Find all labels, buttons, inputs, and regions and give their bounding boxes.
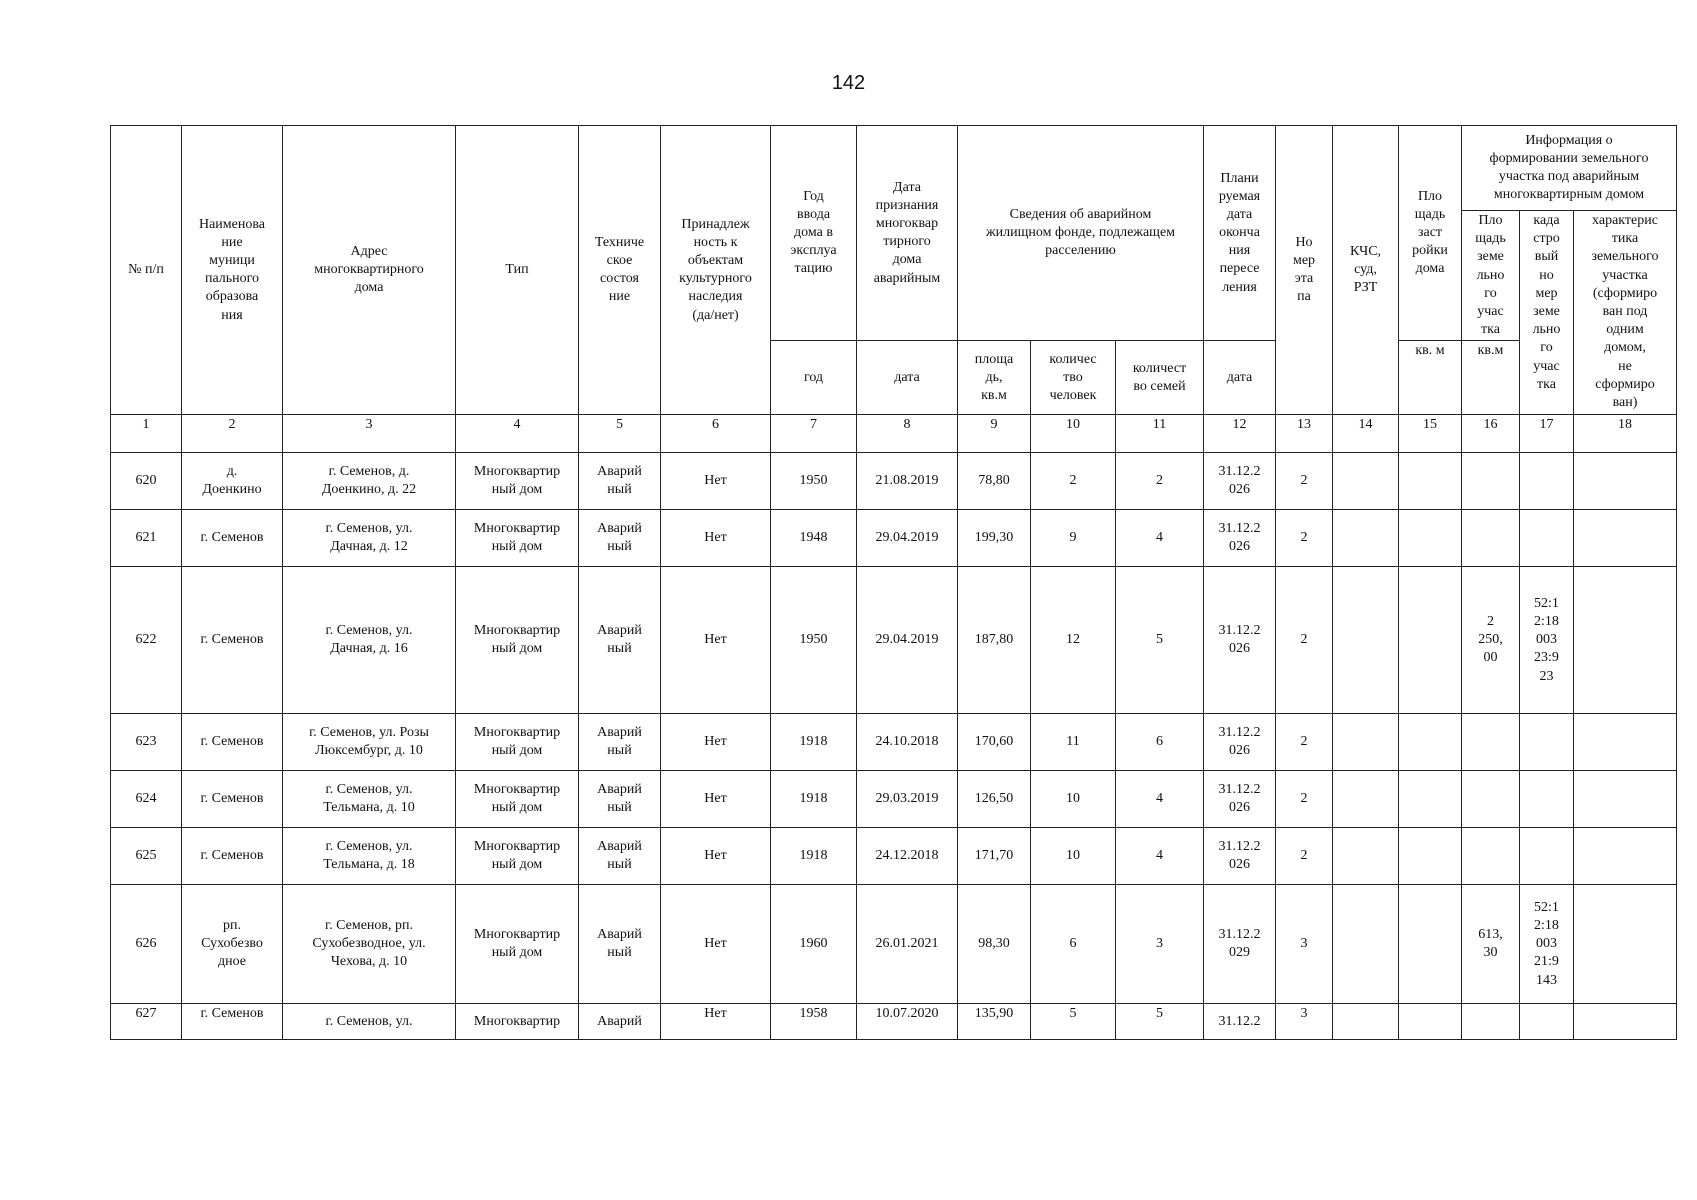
cell-kchs [1333, 885, 1399, 1004]
cell-people: 12 [1031, 567, 1116, 714]
cell-address: г. Семенов, д. Доенкино, д. 22 [283, 453, 456, 510]
cell-state: Аварий ный [579, 771, 661, 828]
cell-area: 135,90 [958, 1004, 1031, 1040]
cell-land-char [1574, 567, 1677, 714]
cell-planned-date: 31.12.2 026 [1204, 714, 1276, 771]
cell-stage: 3 [1276, 1004, 1333, 1040]
cell-state: Аварий ный [579, 714, 661, 771]
cell-type: Многоквартир [456, 1004, 579, 1040]
cell-land-char [1574, 714, 1677, 771]
column-number: 4 [456, 415, 579, 453]
cell-building-area [1399, 1004, 1462, 1040]
header-heritage: Принадлеж ность к объектам культурного наследия (да/нет) [661, 126, 771, 415]
cell-land-area [1462, 828, 1520, 885]
cell-address: г. Семенов, рп. Сухобезводное, ул. Чехова, д. 10 [283, 885, 456, 1004]
cell-municipality: г. Семенов [182, 1004, 283, 1040]
column-number: 2 [182, 415, 283, 453]
cell-stage: 2 [1276, 828, 1333, 885]
cell-date: 24.12.2018 [857, 828, 958, 885]
cell-heritage: Нет [661, 885, 771, 1004]
cell-state: Аварий ный [579, 510, 661, 567]
cell-stage: 2 [1276, 714, 1333, 771]
cell-cadastral [1520, 1004, 1574, 1040]
cell-type: Многоквартир ный дом [456, 885, 579, 1004]
cell-municipality: г. Семенов [182, 567, 283, 714]
cell-stage: 2 [1276, 453, 1333, 510]
cell-kchs [1333, 453, 1399, 510]
cell-heritage: Нет [661, 714, 771, 771]
cell-land-area: 2 250, 00 [1462, 567, 1520, 714]
table-row [111, 1004, 1677, 1040]
cell-planned-date: 31.12.2 [1204, 1004, 1276, 1040]
column-number: 3 [283, 415, 456, 453]
column-number: 10 [1031, 415, 1116, 453]
cell-date: 10.07.2020 [857, 1004, 958, 1040]
cell-area: 187,80 [958, 567, 1031, 714]
cell-building-area [1399, 567, 1462, 714]
cell-land-char [1574, 453, 1677, 510]
cell-state: Аварий [579, 1004, 661, 1040]
cell-year: 1918 [771, 714, 857, 771]
table-row [111, 885, 1677, 1004]
cell-land-area: 613, 30 [1462, 885, 1520, 1004]
cell-land-char [1574, 510, 1677, 567]
unit-building-area: кв. м [1399, 341, 1462, 415]
cell-heritage: Нет [661, 510, 771, 567]
column-number: 16 [1462, 415, 1520, 453]
header-planned-date: Плани руемая дата оконча ния пересе ления [1204, 126, 1276, 341]
cell-date: 24.10.2018 [857, 714, 958, 771]
column-number: 13 [1276, 415, 1333, 453]
page-number: 142 [831, 72, 866, 94]
cell-planned-date: 31.12.2 026 [1204, 510, 1276, 567]
cell-building-area [1399, 828, 1462, 885]
cell-type: Многоквартир ный дом [456, 714, 579, 771]
unit-families: количест во семей [1116, 341, 1204, 415]
cell-land-char [1574, 1004, 1677, 1040]
cell-state: Аварий ный [579, 567, 661, 714]
cell-planned-date: 31.12.2 026 [1204, 453, 1276, 510]
header-type: Тип [456, 126, 579, 415]
cell-land-char [1574, 885, 1677, 1004]
column-number: 15 [1399, 415, 1462, 453]
cell-year: 1958 [771, 1004, 857, 1040]
cell-building-area [1399, 885, 1462, 1004]
header-technical-state: Техниче ское состоя ние [579, 126, 661, 415]
cell-planned-date: 31.12.2 029 [1204, 885, 1276, 1004]
cell-land-area [1462, 453, 1520, 510]
cell-kchs [1333, 771, 1399, 828]
table-row [111, 771, 1677, 828]
cell-municipality: рп. Сухобезво дное [182, 885, 283, 1004]
cell-cadastral [1520, 714, 1574, 771]
cell-number: 624 [111, 771, 182, 828]
column-number: 11 [1116, 415, 1204, 453]
cell-building-area [1399, 453, 1462, 510]
cell-year: 1948 [771, 510, 857, 567]
cell-people: 6 [1031, 885, 1116, 1004]
cell-planned-date: 31.12.2 026 [1204, 567, 1276, 714]
cell-heritage: Нет [661, 828, 771, 885]
cell-number: 627 [111, 1004, 182, 1040]
cell-cadastral: 52:1 2:18 003 23:9 23 [1520, 567, 1574, 714]
table-row [111, 714, 1677, 771]
cell-land-area [1462, 1004, 1520, 1040]
cell-cadastral [1520, 453, 1574, 510]
cell-kchs [1333, 1004, 1399, 1040]
header-kchs: КЧС, суд, РЗТ [1333, 126, 1399, 415]
cell-cadastral [1520, 771, 1574, 828]
cell-municipality: г. Семенов [182, 771, 283, 828]
unit-people: количес тво человек [1031, 341, 1116, 415]
cell-stage: 2 [1276, 567, 1333, 714]
cell-families: 6 [1116, 714, 1204, 771]
cell-people: 2 [1031, 453, 1116, 510]
unit-land-area: кв.м [1462, 341, 1520, 415]
cell-stage: 3 [1276, 885, 1333, 1004]
cell-building-area [1399, 510, 1462, 567]
column-number: 8 [857, 415, 958, 453]
cell-heritage: Нет [661, 1004, 771, 1040]
cell-area: 170,60 [958, 714, 1031, 771]
column-number-row [111, 415, 1677, 453]
cell-type: Многоквартир ный дом [456, 771, 579, 828]
cell-number: 623 [111, 714, 182, 771]
unit-planned-date: дата [1204, 341, 1276, 415]
cell-year: 1950 [771, 453, 857, 510]
header-land-char: характерис тика земельного участка (сформиро ван под одним домом, не сформиро ван) [1574, 211, 1677, 415]
cell-people: 11 [1031, 714, 1116, 771]
cell-families: 4 [1116, 510, 1204, 567]
unit-date: дата [857, 341, 958, 415]
cell-type: Многоквартир ный дом [456, 510, 579, 567]
column-number: 9 [958, 415, 1031, 453]
cell-address: г. Семенов, ул. Дачная, д. 12 [283, 510, 456, 567]
cell-building-area [1399, 771, 1462, 828]
cell-number: 622 [111, 567, 182, 714]
cell-land-char [1574, 828, 1677, 885]
cell-type: Многоквартир ный дом [456, 567, 579, 714]
cell-people: 10 [1031, 828, 1116, 885]
cell-municipality: г. Семенов [182, 714, 283, 771]
cell-planned-date: 31.12.2 026 [1204, 771, 1276, 828]
cell-state: Аварий ный [579, 828, 661, 885]
cell-municipality: г. Семенов [182, 828, 283, 885]
cell-planned-date: 31.12.2 026 [1204, 828, 1276, 885]
header-municipality: Наименова ние муници пального образова ния [182, 126, 283, 415]
header-land-area: Пло щадь земе льно го учас тка [1462, 211, 1520, 341]
header-emergency-date: Дата признания многоквар тирного дома аварийным [857, 126, 958, 341]
cell-families: 5 [1116, 1004, 1204, 1040]
unit-year: год [771, 341, 857, 415]
cell-year: 1960 [771, 885, 857, 1004]
cell-families: 4 [1116, 771, 1204, 828]
table-row [111, 567, 1677, 714]
cell-address: г. Семенов, ул. Тельмана, д. 18 [283, 828, 456, 885]
cell-area: 171,70 [958, 828, 1031, 885]
cell-heritage: Нет [661, 453, 771, 510]
cell-families: 3 [1116, 885, 1204, 1004]
cell-area: 98,30 [958, 885, 1031, 1004]
cell-municipality: г. Семенов [182, 510, 283, 567]
cell-number: 626 [111, 885, 182, 1004]
header-cadastral: када стро вый но мер земе льно го учас тка [1520, 211, 1574, 415]
cell-area: 199,30 [958, 510, 1031, 567]
cell-families: 4 [1116, 828, 1204, 885]
cell-type: Многоквартир ный дом [456, 453, 579, 510]
cell-kchs [1333, 714, 1399, 771]
table-row [111, 453, 1677, 510]
cell-state: Аварий ный [579, 453, 661, 510]
cell-number: 621 [111, 510, 182, 567]
cell-land-area [1462, 714, 1520, 771]
cell-address: г. Семенов, ул. Тельмана, д. 10 [283, 771, 456, 828]
cell-land-area [1462, 771, 1520, 828]
cell-cadastral [1520, 510, 1574, 567]
cell-people: 5 [1031, 1004, 1116, 1040]
column-number: 17 [1520, 415, 1574, 453]
column-number: 12 [1204, 415, 1276, 453]
cell-number: 625 [111, 828, 182, 885]
cell-date: 29.04.2019 [857, 510, 958, 567]
unit-area: площа дь, кв.м [958, 341, 1031, 415]
table-row [111, 510, 1677, 567]
header-land-info: Информация о формировании земельного участка под аварийным многоквартирным домом [1462, 126, 1677, 211]
column-number: 7 [771, 415, 857, 453]
cell-building-area [1399, 714, 1462, 771]
cell-year: 1918 [771, 771, 857, 828]
cell-families: 5 [1116, 567, 1204, 714]
cell-kchs [1333, 510, 1399, 567]
cell-type: Многоквартир ный дом [456, 828, 579, 885]
cell-people: 10 [1031, 771, 1116, 828]
cell-cadastral [1520, 828, 1574, 885]
header-housing-info: Сведения об аварийном жилищном фонде, подлежащем расселению [958, 126, 1204, 341]
cell-families: 2 [1116, 453, 1204, 510]
cell-heritage: Нет [661, 771, 771, 828]
cell-land-area [1462, 510, 1520, 567]
column-number: 5 [579, 415, 661, 453]
cell-heritage: Нет [661, 567, 771, 714]
cell-municipality: д. Доенкино [182, 453, 283, 510]
emergency-housing-table [110, 125, 1677, 1040]
cell-address: г. Семенов, ул. Розы Люксембург, д. 10 [283, 714, 456, 771]
cell-people: 9 [1031, 510, 1116, 567]
table-row [111, 828, 1677, 885]
cell-cadastral: 52:1 2:18 003 21:9 143 [1520, 885, 1574, 1004]
cell-area: 78,80 [958, 453, 1031, 510]
cell-stage: 2 [1276, 510, 1333, 567]
column-number: 18 [1574, 415, 1677, 453]
cell-address: г. Семенов, ул. [283, 1004, 456, 1040]
cell-stage: 2 [1276, 771, 1333, 828]
cell-date: 29.03.2019 [857, 771, 958, 828]
cell-land-char [1574, 771, 1677, 828]
header-stage-number: Но мер эта па [1276, 126, 1333, 415]
header-address: Адрес многоквартирного дома [283, 126, 456, 415]
cell-area: 126,50 [958, 771, 1031, 828]
cell-date: 26.01.2021 [857, 885, 958, 1004]
cell-year: 1918 [771, 828, 857, 885]
cell-number: 620 [111, 453, 182, 510]
cell-date: 21.08.2019 [857, 453, 958, 510]
header-building-area: Пло щадь заст ройки дома [1399, 126, 1462, 341]
cell-kchs [1333, 828, 1399, 885]
header-commission-year: Год ввода дома в эксплуа тацию [771, 126, 857, 341]
column-number: 6 [661, 415, 771, 453]
cell-year: 1950 [771, 567, 857, 714]
column-number: 14 [1333, 415, 1399, 453]
cell-address: г. Семенов, ул. Дачная, д. 16 [283, 567, 456, 714]
cell-date: 29.04.2019 [857, 567, 958, 714]
header-number: № п/п [111, 126, 182, 415]
cell-state: Аварий ный [579, 885, 661, 1004]
cell-kchs [1333, 567, 1399, 714]
column-number: 1 [111, 415, 182, 453]
